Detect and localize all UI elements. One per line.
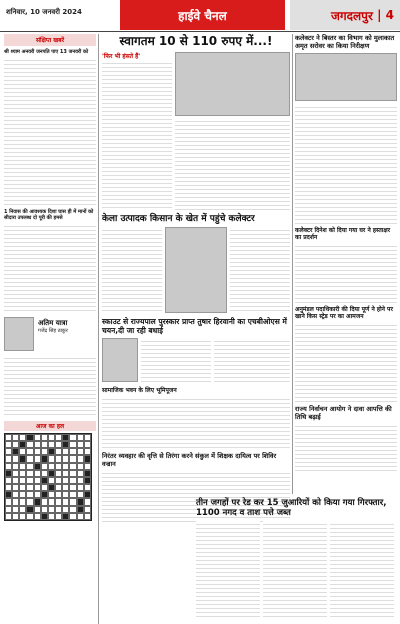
crossword-cell [12, 513, 19, 520]
crossword-cell [69, 470, 76, 477]
mid-body-text-4 [230, 227, 290, 313]
crossword-cell [19, 491, 26, 498]
crossword-cell [26, 455, 33, 462]
crossword-cell [5, 434, 12, 441]
crossword-cell [12, 441, 19, 448]
crossword-cell [34, 448, 41, 455]
crossword-cell [41, 477, 48, 484]
brief-news-title: संक्षिप्त खबरें [4, 34, 96, 46]
crossword-cell [48, 470, 55, 477]
crossword-cell [48, 506, 55, 513]
crossword-cell [62, 484, 69, 491]
crossword-cell [69, 506, 76, 513]
crossword-cell [48, 448, 55, 455]
crossword-cell [12, 491, 19, 498]
crossword-cell [26, 506, 33, 513]
mid-body-text-6 [214, 338, 290, 382]
crossword-cell [34, 513, 41, 520]
crossword-cell [62, 506, 69, 513]
crossword-cell [48, 434, 55, 441]
crossword-cell [55, 491, 62, 498]
city-banner: जगदलपुर | 4 [290, 0, 400, 30]
crossword-cell [5, 513, 12, 520]
crossword-cell [5, 463, 12, 470]
crossword-grid [4, 433, 92, 521]
left-body-text-1 [4, 57, 96, 207]
crossword-cell [12, 470, 19, 477]
crossword-cell [69, 513, 76, 520]
crossword-cell [84, 470, 91, 477]
crossword-cell [5, 506, 12, 513]
crossword-cell [41, 491, 48, 498]
crossword-cell [5, 455, 12, 462]
crossword-cell [48, 513, 55, 520]
inspection-photo [295, 53, 397, 101]
crossword-cell [34, 506, 41, 513]
page-number: 4 [385, 8, 394, 22]
crossword-cell [77, 491, 84, 498]
right-body-text-2 [295, 243, 397, 303]
crossword-cell [34, 441, 41, 448]
crossword-cell [19, 477, 26, 484]
crossword-cell [84, 448, 91, 455]
crossword-cell [69, 455, 76, 462]
crossword-cell [55, 484, 62, 491]
crossword-cell [41, 513, 48, 520]
right-body-text-3 [295, 322, 397, 402]
crossword-cell [69, 491, 76, 498]
crossword-cell [69, 484, 76, 491]
bottom-headline: तीन जगहों पर रेड कर 15 जुआरियों को किया गया गिरफ्तार, 1100 नगद व ताश पत्ते जब्त [196, 498, 387, 518]
crossword-cell [55, 513, 62, 520]
crossword-cell [26, 441, 33, 448]
crossword-cell [26, 513, 33, 520]
banana-farm-headline: केला उत्पादक किसान के खेत में पहुंचे कलेक्टर [102, 214, 255, 224]
crossword-cell [84, 484, 91, 491]
crossword-cell [48, 484, 55, 491]
farm-photo [165, 227, 227, 313]
main-headline: स्वागतम 10 से 110 रुपए में...! [119, 34, 273, 48]
crossword-cell [69, 434, 76, 441]
sub-quote: 'फिर भी हंसते हैं' [102, 53, 141, 60]
right-headline-2: कलेक्टर दिनेश को दिया गया घर ने हस्ताक्षर का प्रदर्शन [295, 227, 391, 241]
crossword-cell [26, 484, 33, 491]
crossword-cell [12, 463, 19, 470]
crossword-cell [84, 441, 91, 448]
crossword-cell [48, 477, 55, 484]
right-headline-4: राज्य निर्वाचन आयोग ने दावा आपत्ति की तिथि बढ़ाई [295, 405, 392, 421]
crossword-cell [77, 498, 84, 505]
crossword-cell [69, 477, 76, 484]
crossword-cell [48, 441, 55, 448]
column-divider [292, 34, 293, 494]
festival-photo [175, 52, 290, 116]
right-headline-1: कलेक्टर ने बिस्तर का विभाग को मुलाकात अमृत सरोवर का किया निरीक्षण [295, 34, 395, 50]
crossword-cell [41, 455, 48, 462]
right-body-text-1 [295, 104, 397, 224]
crossword-cell [19, 434, 26, 441]
community-hall-headline: सामाजिक भवन के लिए भूमिपूजन [102, 387, 177, 394]
crossword-cell [26, 491, 33, 498]
column-divider [98, 34, 99, 624]
crossword-cell [12, 455, 19, 462]
scout-headline: स्काउट से राज्यपाल पुरस्कार प्राप्त तुषार हिरवानी का एचबीओएस में चयन,दी जा रही बधाई [102, 317, 287, 335]
header-rule [0, 31, 400, 32]
crossword-cell [12, 477, 19, 484]
crossword-cell [62, 477, 69, 484]
crossword-cell [62, 513, 69, 520]
crossword-cell [26, 470, 33, 477]
crossword-cell [19, 470, 26, 477]
crossword-cell [41, 448, 48, 455]
left-body-text-2 [4, 223, 96, 313]
page-header [0, 0, 400, 30]
left-body-text-3 [4, 355, 96, 417]
crossword-cell [77, 470, 84, 477]
crossword-cell [62, 455, 69, 462]
crossword-cell [55, 498, 62, 505]
crossword-cell [5, 448, 12, 455]
crossword-cell [77, 484, 84, 491]
crossword-cell [19, 513, 26, 520]
crossword-cell [26, 463, 33, 470]
bottom-body-text-3 [330, 521, 394, 617]
crossword-cell [41, 470, 48, 477]
puzzle-title: आज का हल [4, 421, 96, 431]
crossword-cell [77, 477, 84, 484]
right-column [295, 34, 397, 494]
mid-body-text-5 [141, 338, 211, 382]
crossword-cell [84, 513, 91, 520]
mid-body-text-3 [102, 227, 162, 313]
crossword-cell [84, 455, 91, 462]
mid-body-text-7 [102, 396, 290, 448]
crossword-cell [62, 498, 69, 505]
crossword-cell [41, 506, 48, 513]
crossword-cell [34, 484, 41, 491]
crossword-cell [62, 441, 69, 448]
crossword-cell [34, 498, 41, 505]
crossword-cell [19, 455, 26, 462]
crossword-cell [41, 441, 48, 448]
crossword-cell [77, 463, 84, 470]
crossword-cell [48, 455, 55, 462]
crossword-cell [55, 506, 62, 513]
crossword-cell [5, 484, 12, 491]
left-headline-2: 1 निवास की आवश्यक दिशा घास ही में मानों को सीदारा उपलब्ध दो पूरी की हमसे [4, 209, 94, 221]
person-name: अतिम यात्रा [38, 319, 68, 327]
crossword-cell [62, 491, 69, 498]
crossword-cell [19, 498, 26, 505]
crossword-cell [77, 434, 84, 441]
crossword-cell [84, 498, 91, 505]
crossword-cell [55, 448, 62, 455]
crossword-cell [19, 448, 26, 455]
person-photo [4, 317, 34, 351]
crossword-cell [12, 498, 19, 505]
crossword-cell [48, 498, 55, 505]
crossword-cell [55, 477, 62, 484]
crossword-cell [69, 441, 76, 448]
crossword-cell [41, 434, 48, 441]
crossword-cell [69, 463, 76, 470]
crossword-cell [48, 491, 55, 498]
bottom-body-text-1 [196, 521, 260, 617]
crossword-cell [62, 448, 69, 455]
crossword-cell [77, 448, 84, 455]
crossword-cell [84, 463, 91, 470]
city-name: जगदलपुर [330, 8, 373, 23]
section-title: हाईवे चैनल [120, 0, 285, 30]
crossword-cell [19, 441, 26, 448]
mid-body-text-2 [175, 118, 290, 210]
crossword-cell [55, 441, 62, 448]
right-headline-3: अनुमंडल पदाधिकारी की दिया पूर्ण ने होने पर खाने किस स्ट्रेड पर का आमजन [295, 306, 393, 320]
crossword-cell [26, 434, 33, 441]
teacher-headline: निरंतर व्यवहार की वृत्ति से तिरंगा करने संकुल में शिक्षक दायित्व पर शिविर वज्रान [102, 452, 277, 468]
crossword-cell [84, 477, 91, 484]
crossword-cell [62, 470, 69, 477]
bottom-story [196, 498, 397, 622]
crossword-cell [41, 484, 48, 491]
crossword-cell [19, 484, 26, 491]
person-sub: गजेंद्र सिंह ठाकुर [38, 328, 68, 334]
crossword-cell [5, 441, 12, 448]
crossword-cell [62, 434, 69, 441]
crossword-cell [5, 498, 12, 505]
crossword-cell [12, 484, 19, 491]
crossword-cell [77, 441, 84, 448]
crossword-cell [84, 506, 91, 513]
crossword-cell [34, 455, 41, 462]
crossword-cell [19, 506, 26, 513]
crossword-cell [34, 477, 41, 484]
crossword-cell [77, 506, 84, 513]
crossword-cell [34, 463, 41, 470]
bottom-body-text-2 [263, 521, 327, 617]
crossword-cell [55, 455, 62, 462]
crossword-cell [26, 448, 33, 455]
crossword-cell [77, 455, 84, 462]
crossword-cell [41, 463, 48, 470]
crossword-cell [84, 491, 91, 498]
crossword-cell [55, 470, 62, 477]
crossword-cell [19, 463, 26, 470]
crossword-cell [12, 434, 19, 441]
crossword-cell [5, 470, 12, 477]
crossword-cell [48, 463, 55, 470]
mid-body-text-1 [102, 60, 172, 210]
issue-date: शनिवार, 10 जनवरी 2024 [6, 8, 82, 16]
crossword-cell [12, 448, 19, 455]
crossword-cell [34, 491, 41, 498]
crossword-cell [26, 498, 33, 505]
left-headline-1: श्री श्याम अनवरी जनपति पाए 13 जनवरी को [4, 49, 89, 55]
crossword-cell [26, 477, 33, 484]
crossword-cell [62, 463, 69, 470]
crossword-cell [69, 448, 76, 455]
right-body-text-4 [295, 423, 397, 473]
crossword-cell [69, 498, 76, 505]
crossword-cell [77, 513, 84, 520]
crossword-cell [12, 506, 19, 513]
crossword-cell [41, 498, 48, 505]
crossword-cell [84, 434, 91, 441]
crossword-cell [5, 491, 12, 498]
crossword-cell [55, 463, 62, 470]
crossword-cell [5, 477, 12, 484]
left-column [4, 34, 96, 624]
scout-photo [102, 338, 138, 382]
crossword-cell [34, 470, 41, 477]
crossword-cell [34, 434, 41, 441]
crossword-cell [55, 434, 62, 441]
